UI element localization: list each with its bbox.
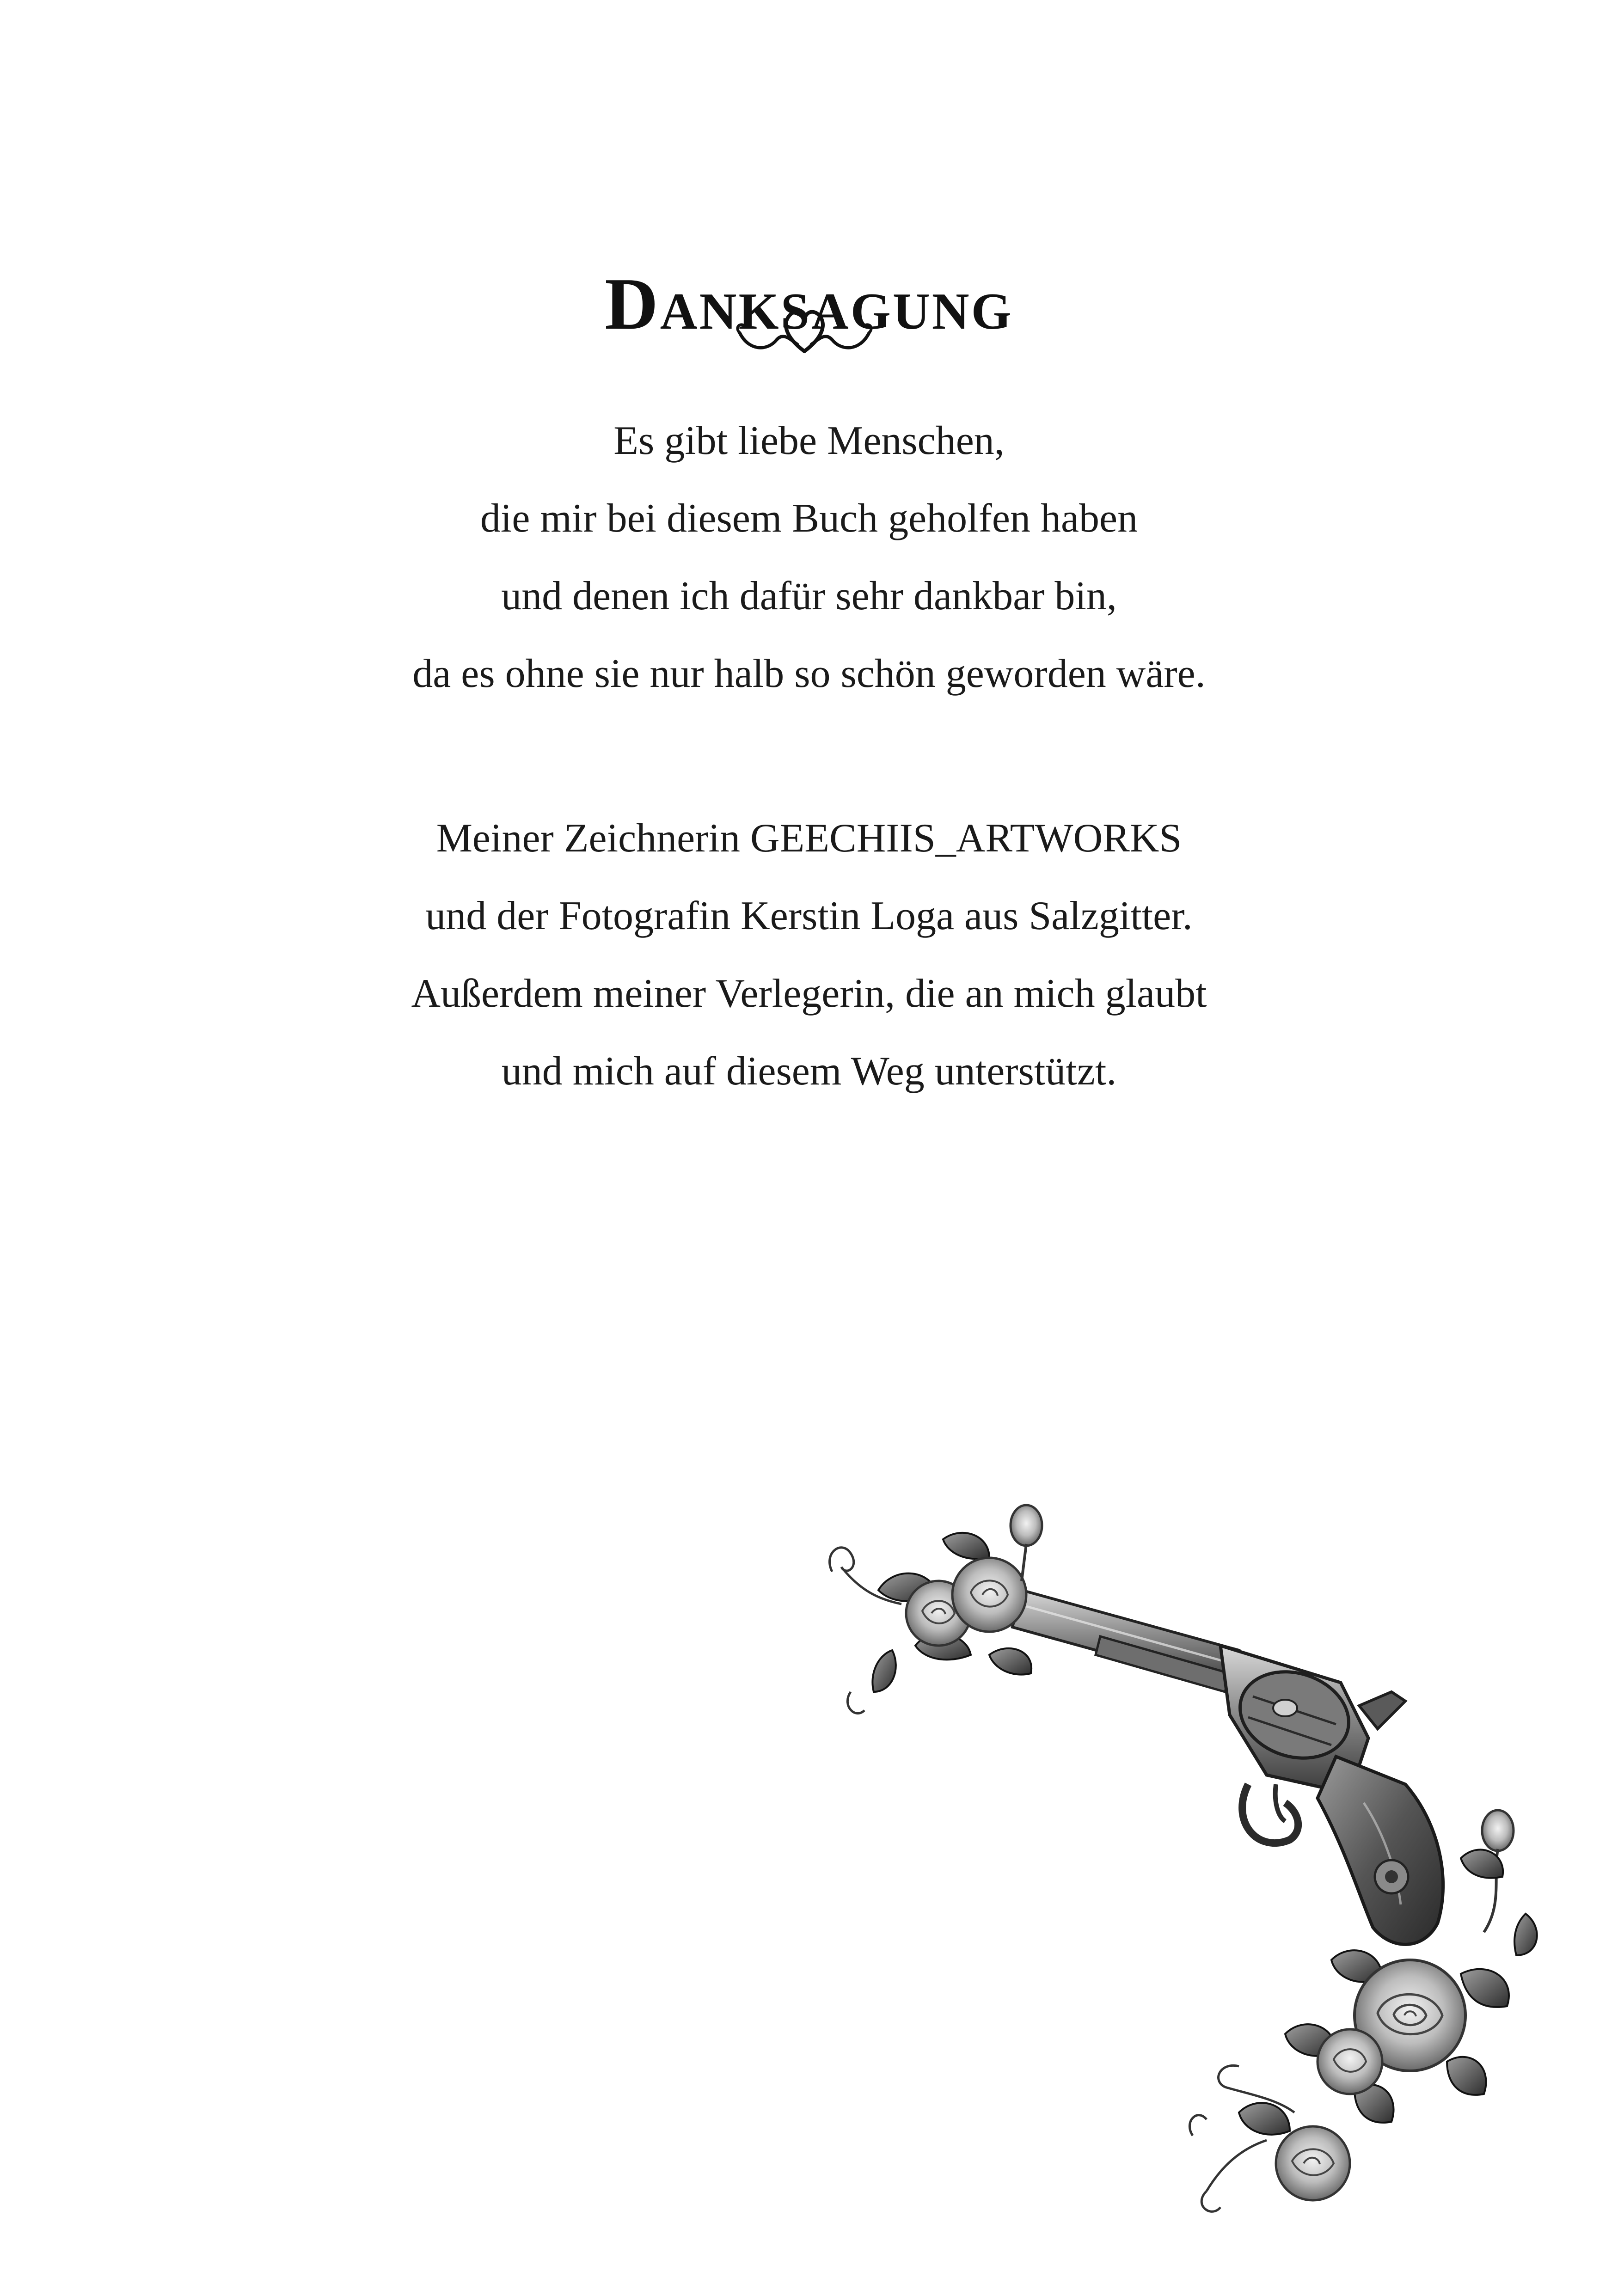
stanza-line: Meiner Zeichnerin GEECHIIS_ARTWORKS	[436, 816, 1182, 861]
stanza-line: die mir bei diesem Buch geholfen haben	[480, 496, 1138, 541]
rose-cluster-right	[1461, 1810, 1537, 1955]
page-title: Danksagung	[605, 263, 1013, 345]
stanza-2	[0, 800, 1618, 1110]
heart-swirl-ornament-icon	[730, 300, 878, 365]
revolver-with-roses-illustration	[823, 1498, 1581, 2228]
stanza-line: Außerdem meiner Verlegerin, die an mich glaubt	[411, 971, 1207, 1016]
stanza-line: und der Fotografin Kerstin Loga aus Salzgitter.	[425, 894, 1193, 938]
stanza-line: und mich auf diesem Weg unterstützt.	[501, 1049, 1117, 1094]
stanza-line: und denen ich dafür sehr dankbar bin,	[501, 574, 1117, 618]
revolver-icon	[1012, 1590, 1443, 1944]
stanza-line: da es ohne sie nur halb so schön geworden wäre.	[412, 651, 1206, 696]
stanza-1	[0, 402, 1618, 713]
stanza-line: Es gibt liebe Menschen,	[613, 418, 1005, 463]
rose-cluster-top	[830, 1505, 1042, 1713]
rose-cluster-bottom	[1189, 1950, 1509, 2211]
